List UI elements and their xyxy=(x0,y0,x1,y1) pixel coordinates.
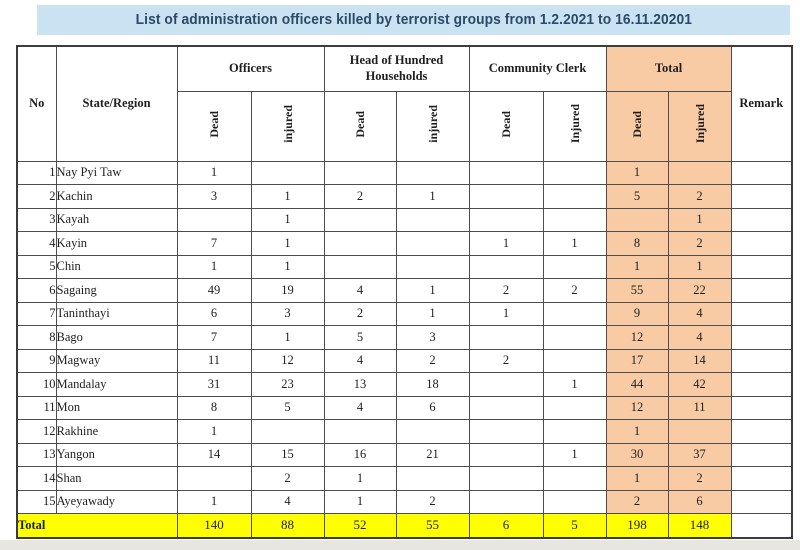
total-injured-cell: 2 xyxy=(668,467,731,491)
row-number-cell: 3 xyxy=(17,208,56,232)
state-region-cell: Sagaing xyxy=(56,279,177,303)
total-dead-cell: 12 xyxy=(606,396,668,420)
clerk-dead-cell xyxy=(469,373,543,397)
remark-cell xyxy=(731,420,792,444)
households-dead-cell: 13 xyxy=(324,373,396,397)
officers-dead-cell: 14 xyxy=(177,443,251,467)
households-injured-cell xyxy=(396,208,469,232)
households-dead-cell: 2 xyxy=(324,302,396,326)
officers-injured-cell: 15 xyxy=(251,443,324,467)
remark-cell xyxy=(731,302,792,326)
row-number-cell: 12 xyxy=(17,420,56,444)
households-injured-cell: 18 xyxy=(396,373,469,397)
total-row xyxy=(17,514,792,538)
vertical-label: injured xyxy=(280,105,295,143)
col-header-no: No xyxy=(17,46,56,161)
table-row xyxy=(17,326,792,350)
households-dead-cell xyxy=(324,208,396,232)
table-row xyxy=(17,467,792,491)
officers-injured-cell: 1 xyxy=(251,208,324,232)
state-region-cell: Nay Pyi Taw xyxy=(56,161,177,185)
clerk-dead-cell: 1 xyxy=(469,302,543,326)
total-injured-cell: 6 xyxy=(668,490,731,514)
table-header xyxy=(17,46,792,161)
total-households-dead-cell: 52 xyxy=(324,514,396,538)
officers-dead-cell: 8 xyxy=(177,396,251,420)
col-header-total-injured xyxy=(668,91,731,161)
state-region-cell: Chin xyxy=(56,255,177,279)
page-title: List of administration officers killed by terrorist groups from 1.2.2021 to 16.11.20201 xyxy=(135,12,692,28)
col-header-state-region: State/Region xyxy=(56,46,177,161)
total-injured-cell: 22 xyxy=(668,279,731,303)
state-region-cell: Ayeyawady xyxy=(56,490,177,514)
officers-dead-cell: 7 xyxy=(177,232,251,256)
households-dead-cell: 1 xyxy=(324,490,396,514)
vertical-label: Injured xyxy=(567,104,582,144)
clerk-injured-cell xyxy=(543,302,606,326)
officers-injured-cell: 4 xyxy=(251,490,324,514)
total-injured-cell: 2 xyxy=(668,185,731,209)
casualties-table xyxy=(16,45,793,539)
households-dead-cell: 4 xyxy=(324,396,396,420)
officers-dead-cell: 3 xyxy=(177,185,251,209)
clerk-injured-cell: 1 xyxy=(543,373,606,397)
clerk-injured-cell: 2 xyxy=(543,279,606,303)
households-dead-cell xyxy=(324,232,396,256)
clerk-dead-cell xyxy=(469,490,543,514)
vertical-label: Dead xyxy=(207,110,221,138)
state-region-cell: Shan xyxy=(56,467,177,491)
clerk-dead-cell xyxy=(469,420,543,444)
col-header-clerk-dead xyxy=(469,91,543,161)
clerk-injured-cell xyxy=(543,326,606,350)
total-dead-cell: 9 xyxy=(606,302,668,326)
households-injured-cell: 2 xyxy=(396,349,469,373)
clerk-dead-cell xyxy=(469,326,543,350)
officers-injured-cell: 19 xyxy=(251,279,324,303)
total-dead-cell: 1 xyxy=(606,420,668,444)
vertical-label: Dead xyxy=(630,110,645,138)
remark-cell xyxy=(731,208,792,232)
households-injured-cell: 1 xyxy=(396,185,469,209)
table-footer xyxy=(17,514,792,538)
col-header-households-injured xyxy=(396,91,469,161)
households-injured-cell xyxy=(396,232,469,256)
total-injured-sum-cell: 148 xyxy=(668,514,731,538)
officers-dead-cell xyxy=(177,208,251,232)
total-households-injured-cell: 55 xyxy=(396,514,469,538)
officers-injured-cell: 23 xyxy=(251,373,324,397)
total-officers-dead-cell: 140 xyxy=(177,514,251,538)
remark-cell xyxy=(731,255,792,279)
officers-injured-cell xyxy=(251,161,324,185)
table-row xyxy=(17,302,792,326)
households-dead-cell xyxy=(324,161,396,185)
total-dead-cell xyxy=(606,208,668,232)
total-injured-cell: 1 xyxy=(668,208,731,232)
total-dead-cell: 5 xyxy=(606,185,668,209)
remark-cell xyxy=(731,185,792,209)
table-row xyxy=(17,420,792,444)
table-row xyxy=(17,443,792,467)
table-row xyxy=(17,185,792,209)
clerk-dead-cell: 1 xyxy=(469,232,543,256)
officers-injured-cell: 12 xyxy=(251,349,324,373)
total-clerk-dead-cell: 6 xyxy=(469,514,543,538)
total-dead-cell: 8 xyxy=(606,232,668,256)
remark-cell xyxy=(731,467,792,491)
row-number-cell: 6 xyxy=(17,279,56,303)
households-dead-cell xyxy=(324,255,396,279)
table-row xyxy=(17,396,792,420)
state-region-cell: Magway xyxy=(56,349,177,373)
state-region-cell: Yangon xyxy=(56,443,177,467)
households-injured-cell xyxy=(396,420,469,444)
clerk-injured-cell xyxy=(543,420,606,444)
clerk-dead-cell xyxy=(469,185,543,209)
total-dead-cell: 17 xyxy=(606,349,668,373)
total-dead-cell: 55 xyxy=(606,279,668,303)
total-dead-cell: 2 xyxy=(606,490,668,514)
officers-dead-cell xyxy=(177,467,251,491)
vertical-label: Dead xyxy=(499,110,513,138)
total-injured-cell: 4 xyxy=(668,326,731,350)
remark-cell xyxy=(731,373,792,397)
clerk-injured-cell xyxy=(543,467,606,491)
officers-dead-cell: 6 xyxy=(177,302,251,326)
state-region-cell: Taninthayi xyxy=(56,302,177,326)
vertical-label: Injured xyxy=(692,104,707,144)
clerk-injured-cell: 1 xyxy=(543,443,606,467)
officers-injured-cell: 1 xyxy=(251,185,324,209)
total-injured-cell: 11 xyxy=(668,396,731,420)
total-dead-cell: 12 xyxy=(606,326,668,350)
households-dead-cell: 5 xyxy=(324,326,396,350)
state-region-cell: Mon xyxy=(56,396,177,420)
state-region-cell: Kayin xyxy=(56,232,177,256)
clerk-dead-cell xyxy=(469,208,543,232)
total-injured-cell xyxy=(668,420,731,444)
households-injured-cell: 2 xyxy=(396,490,469,514)
row-number-cell: 13 xyxy=(17,443,56,467)
table-row xyxy=(17,279,792,303)
remark-cell xyxy=(731,349,792,373)
clerk-injured-cell xyxy=(543,349,606,373)
table-row xyxy=(17,161,792,185)
remark-cell xyxy=(731,279,792,303)
vertical-label: injured xyxy=(425,105,440,143)
table-row xyxy=(17,232,792,256)
officers-dead-cell: 7 xyxy=(177,326,251,350)
households-injured-cell: 1 xyxy=(396,279,469,303)
row-number-cell: 14 xyxy=(17,467,56,491)
table-row xyxy=(17,373,792,397)
households-dead-cell: 4 xyxy=(324,349,396,373)
col-header-households-dead xyxy=(324,91,396,161)
remark-cell xyxy=(731,490,792,514)
clerk-injured-cell xyxy=(543,490,606,514)
households-injured-cell: 6 xyxy=(396,396,469,420)
table-row xyxy=(17,255,792,279)
total-injured-cell: 2 xyxy=(668,232,731,256)
officers-dead-cell: 1 xyxy=(177,255,251,279)
clerk-injured-cell xyxy=(543,208,606,232)
clerk-dead-cell xyxy=(469,396,543,420)
clerk-dead-cell xyxy=(469,443,543,467)
total-dead-cell: 1 xyxy=(606,161,668,185)
col-header-remark: Remark xyxy=(731,46,792,161)
table-row xyxy=(17,349,792,373)
households-injured-cell: 21 xyxy=(396,443,469,467)
households-dead-cell: 16 xyxy=(324,443,396,467)
total-dead-cell: 1 xyxy=(606,255,668,279)
clerk-injured-cell xyxy=(543,161,606,185)
table-body xyxy=(17,161,792,514)
total-dead-sum-cell: 198 xyxy=(606,514,668,538)
clerk-dead-cell xyxy=(469,467,543,491)
remark-cell xyxy=(731,396,792,420)
officers-dead-cell: 1 xyxy=(177,420,251,444)
row-number-cell: 8 xyxy=(17,326,56,350)
state-region-cell: Rakhine xyxy=(56,420,177,444)
total-label: Total xyxy=(17,514,177,538)
households-dead-cell: 4 xyxy=(324,279,396,303)
officers-injured-cell: 5 xyxy=(251,396,324,420)
households-injured-cell xyxy=(396,255,469,279)
clerk-injured-cell xyxy=(543,255,606,279)
state-region-cell: Kachin xyxy=(56,185,177,209)
col-group-officers: Officers xyxy=(177,46,324,91)
households-injured-cell: 1 xyxy=(396,302,469,326)
total-injured-cell: 37 xyxy=(668,443,731,467)
clerk-injured-cell xyxy=(543,185,606,209)
row-number-cell: 1 xyxy=(17,161,56,185)
row-number-cell: 15 xyxy=(17,490,56,514)
households-dead-cell: 1 xyxy=(324,467,396,491)
officers-dead-cell: 31 xyxy=(177,373,251,397)
clerk-dead-cell: 2 xyxy=(469,279,543,303)
officers-injured-cell: 1 xyxy=(251,326,324,350)
clerk-dead-cell xyxy=(469,161,543,185)
officers-injured-cell: 1 xyxy=(251,255,324,279)
row-number-cell: 9 xyxy=(17,349,56,373)
col-header-clerk-injured xyxy=(543,91,606,161)
households-injured-cell xyxy=(396,161,469,185)
col-header-officers-dead xyxy=(177,91,251,161)
remark-cell xyxy=(731,232,792,256)
officers-injured-cell: 2 xyxy=(251,467,324,491)
officers-injured-cell: 1 xyxy=(251,232,324,256)
row-number-cell: 4 xyxy=(17,232,56,256)
table-row xyxy=(17,490,792,514)
clerk-injured-cell xyxy=(543,396,606,420)
officers-injured-cell xyxy=(251,420,324,444)
title-bar xyxy=(37,5,790,35)
row-number-cell: 11 xyxy=(17,396,56,420)
row-number-cell: 7 xyxy=(17,302,56,326)
state-region-cell: Bago xyxy=(56,326,177,350)
total-dead-cell: 44 xyxy=(606,373,668,397)
total-injured-cell: 14 xyxy=(668,349,731,373)
households-injured-cell: 3 xyxy=(396,326,469,350)
remark-cell xyxy=(731,326,792,350)
total-injured-cell: 42 xyxy=(668,373,731,397)
row-number-cell: 5 xyxy=(17,255,56,279)
total-injured-cell: 1 xyxy=(668,255,731,279)
state-region-cell: Mandalay xyxy=(56,373,177,397)
col-header-total-dead xyxy=(606,91,668,161)
col-group-total: Total xyxy=(606,46,731,91)
officers-dead-cell: 1 xyxy=(177,490,251,514)
row-number-cell: 2 xyxy=(17,185,56,209)
clerk-injured-cell: 1 xyxy=(543,232,606,256)
table-row xyxy=(17,208,792,232)
vertical-label: Dead xyxy=(353,110,367,138)
officers-injured-cell: 3 xyxy=(251,302,324,326)
officers-dead-cell: 49 xyxy=(177,279,251,303)
total-injured-cell xyxy=(668,161,731,185)
total-injured-cell: 4 xyxy=(668,302,731,326)
clerk-dead-cell: 2 xyxy=(469,349,543,373)
remark-cell xyxy=(731,443,792,467)
header-row-groups xyxy=(17,46,792,91)
col-header-officers-injured xyxy=(251,91,324,161)
total-officers-injured-cell: 88 xyxy=(251,514,324,538)
households-dead-cell: 2 xyxy=(324,185,396,209)
total-dead-cell: 1 xyxy=(606,467,668,491)
officers-dead-cell: 1 xyxy=(177,161,251,185)
total-dead-cell: 30 xyxy=(606,443,668,467)
households-dead-cell xyxy=(324,420,396,444)
clerk-dead-cell xyxy=(469,255,543,279)
officers-dead-cell: 11 xyxy=(177,349,251,373)
state-region-cell: Kayah xyxy=(56,208,177,232)
page-bottom-strip xyxy=(0,540,800,550)
remark-cell xyxy=(731,161,792,185)
col-group-head-of-hundred-households: Head of Hundred Households xyxy=(324,46,469,91)
households-injured-cell xyxy=(396,467,469,491)
row-number-cell: 10 xyxy=(17,373,56,397)
col-group-community-clerk: Community Clerk xyxy=(469,46,606,91)
total-remark-cell xyxy=(731,514,792,538)
total-clerk-injured-cell: 5 xyxy=(543,514,606,538)
